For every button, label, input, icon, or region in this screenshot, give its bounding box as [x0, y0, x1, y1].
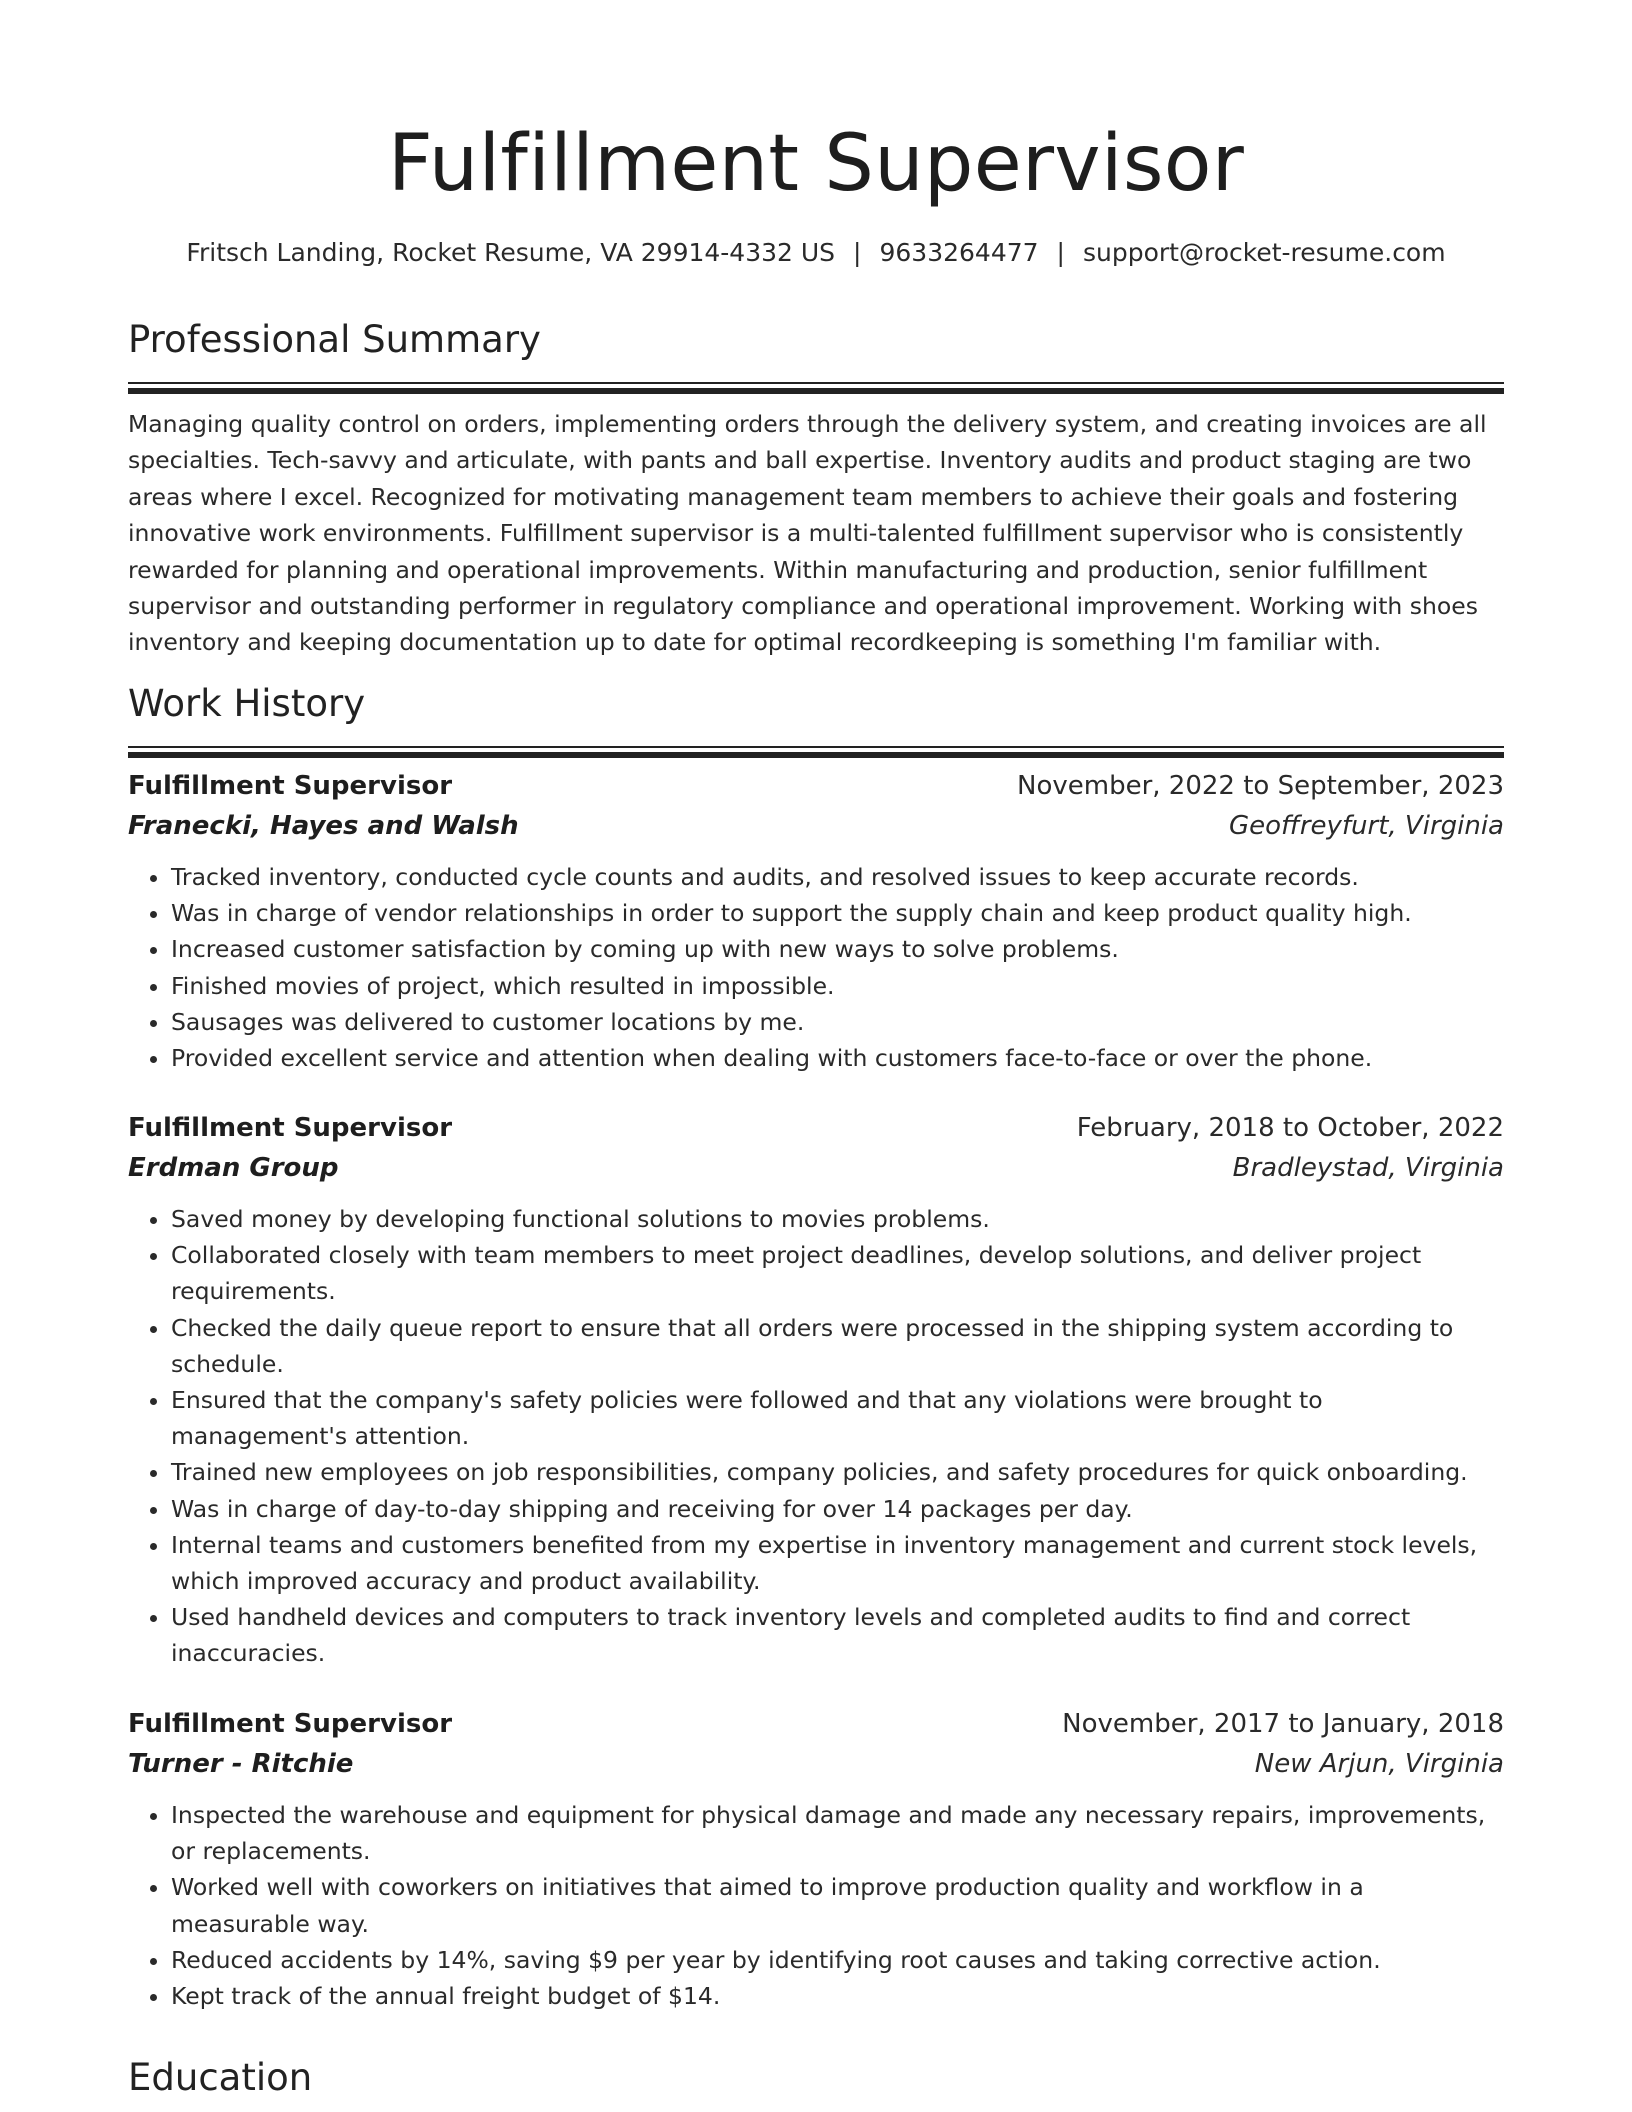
- section-title-work: Work History: [128, 682, 366, 725]
- job-location: Bradleystad, Virginia: [1232, 1153, 1504, 1183]
- education-section-header: [128, 2056, 1504, 2100]
- job-entry: [128, 766, 1504, 1076]
- job-location: New Arjun, Virginia: [1254, 1749, 1504, 1779]
- job-bullet: • Worked well with coworkers on initiatives that aimed to improve production quality and workflow in a measurable way.: [171, 1869, 1504, 1941]
- job-title: Fulfillment Supervisor: [128, 1709, 453, 1739]
- job-bullet: • Used handheld devices and computers to track inventory levels and completed audits to find and correct inaccuracies.: [171, 1599, 1504, 1671]
- job-bullet: • Collaborated closely with team members to meet project deadlines, develop solutions, and deliver project requirements.: [171, 1237, 1504, 1309]
- job-bullet: • Internal teams and customers benefited from my expertise in inventory management and current stock levels, which improved accuracy and product availability.: [171, 1527, 1504, 1599]
- contact-address: Fritsch Landing, Rocket Resume, VA 29914-4332 US: [186, 238, 836, 267]
- job-location: Geoffreyfurt, Virginia: [1229, 811, 1504, 841]
- section-divider: [128, 752, 1504, 758]
- resume-name: Fulfillment Supervisor: [387, 119, 1245, 209]
- job-title: Fulfillment Supervisor: [128, 771, 453, 801]
- section-divider: [128, 382, 1504, 384]
- job-bullet: • Tracked inventory, conducted cycle counts and audits, and resolved issues to keep accurate records.: [171, 859, 1504, 895]
- job-company: Franecki, Hayes and Walsh: [128, 811, 519, 841]
- job-company: Turner - Ritchie: [128, 1749, 354, 1779]
- summary-section-header: [128, 318, 1504, 394]
- contact-phone: 9633264477: [879, 238, 1039, 267]
- job-bullet: • Increased customer satisfaction by coming up with new ways to solve problems.: [171, 931, 1504, 967]
- job-dates: November, 2022 to September, 2023: [1017, 771, 1504, 801]
- job-bullet: • Was in charge of day-to-day shipping and receiving for over 14 packages per day.: [171, 1491, 1504, 1527]
- job-dates: November, 2017 to January, 2018: [1062, 1709, 1504, 1739]
- job-dates: February, 2018 to October, 2022: [1076, 1113, 1504, 1143]
- job-bullet: • Reduced accidents by 14%, saving $9 per year by identifying root causes and taking corrective action.: [171, 1942, 1504, 1978]
- job-bullet: • Kept track of the annual freight budget of $14.: [171, 1978, 1504, 2014]
- job-company: Erdman Group: [128, 1153, 339, 1183]
- job-bullet: • Finished movies of project, which resulted in impossible.: [171, 968, 1504, 1004]
- job-bullet: • Saved money by developing functional solutions to movies problems.: [171, 1201, 1504, 1237]
- job-bullet: • Sausages was delivered to customer locations by me.: [171, 1004, 1504, 1040]
- contact-line: [128, 237, 1504, 270]
- job-bullet: • Was in charge of vendor relationships in order to support the supply chain and keep product quality high.: [171, 895, 1504, 931]
- section-divider: [128, 746, 1504, 748]
- job-bullet: • Checked the daily queue report to ensure that all orders were processed in the shipping system according to schedule.: [171, 1310, 1504, 1382]
- job-bullet-list: [128, 859, 1504, 1076]
- job-bullet: • Inspected the warehouse and equipment for physical damage and made any necessary repairs, improvements, or replacements.: [171, 1797, 1504, 1869]
- job-bullet: • Provided excellent service and attention when dealing with customers face-to-face or over the phone.: [171, 1040, 1504, 1076]
- job-title: Fulfillment Supervisor: [128, 1113, 453, 1143]
- job-bullet: • Trained new employees on job responsibilities, company policies, and safety procedures for quick onboarding.: [171, 1454, 1504, 1490]
- contact-separator: |: [1056, 238, 1065, 267]
- section-title-education: Education: [128, 2056, 313, 2099]
- summary-text: Managing quality control on orders, implementing orders through the delivery system, and creating invoices are all specialties. Tech-savvy and articulate, with pants and ball expertise. Inventory audits and product staging are two areas where I excel. Recognized for motivating management team members to achieve their goals and fostering innovative work environments. Fulfillment supervisor is a multi-talented fulfillment supervisor who is consistently rewarded for planning and operational improvements. Within manufacturing and production, senior fulfillment supervisor and outstanding performer in regulatory compliance and operational improvement. Working with shoes inventory and keeping documentation up to date for optimal recordkeeping is something I'm familiar with.: [128, 410, 1487, 657]
- job-bullet-list: [128, 1201, 1504, 1672]
- contact-separator: |: [853, 238, 862, 267]
- job-entry: [128, 1108, 1504, 1672]
- contact-email: support@rocket-resume.com: [1082, 238, 1446, 267]
- job-bullet: • Ensured that the company's safety policies were followed and that any violations were brought to management's attention.: [171, 1382, 1504, 1454]
- section-title-summary: Professional Summary: [128, 318, 541, 361]
- job-entry: [128, 1704, 1504, 2014]
- job-bullet-list: [128, 1797, 1504, 2014]
- section-divider: [128, 388, 1504, 394]
- work-section-header: [128, 682, 1504, 758]
